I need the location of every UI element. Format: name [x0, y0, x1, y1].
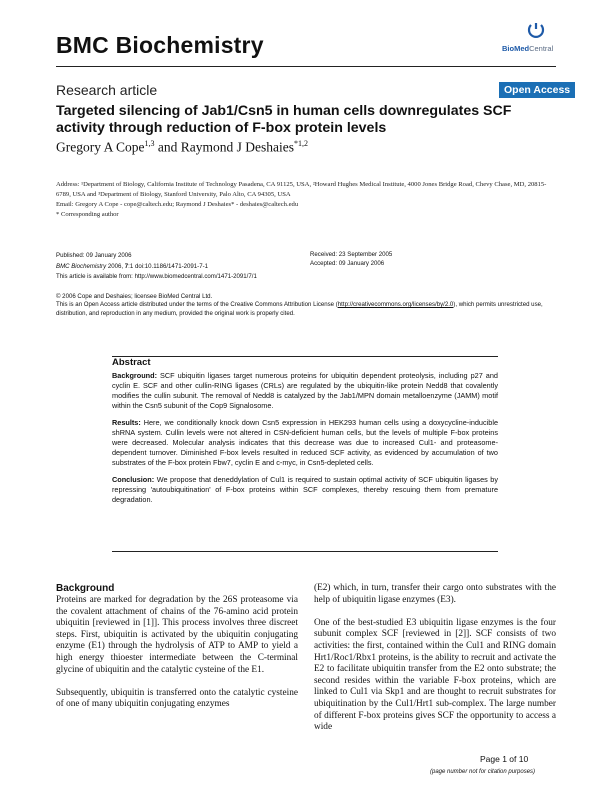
- page-number-note: (page number not for citation purposes): [430, 769, 536, 775]
- article-title: Targeted silencing of Jab1/Csn5 in human cells downregulates SCF activity through reduction of F-box protein levels: [56, 103, 512, 136]
- abstract-results: [112, 418, 498, 468]
- copyright-block: [56, 293, 556, 318]
- citation-doi: :1 doi:10.1186/1471-2091-7-1: [128, 262, 209, 270]
- abstract-results-label: Results:: [112, 418, 141, 427]
- license-link[interactable]: http://creativecommons.org/licenses/by/2.0: [337, 301, 454, 309]
- article-url[interactable]: This article is available from: http://www.biomedcentral.com/1471-2091/7/1: [56, 273, 257, 280]
- accepted-date: Accepted: 09 January 2006: [310, 259, 385, 267]
- open-access-badge: Open Access: [499, 82, 575, 98]
- journal-title: BMC Biochemistry: [56, 32, 264, 58]
- corresponding-author-note: * Corresponding author: [56, 211, 119, 218]
- license-post: ), which permits unrestricted use, distribution, and reproduction in any medium, provided the original work is properly cited.: [56, 301, 543, 317]
- license-pre: This is an Open Access article distributed under the terms of the Creative Commons Attribution License (: [56, 301, 338, 309]
- logo-central: Central: [529, 44, 554, 53]
- body-paragraph: Proteins are marked for degradation by the 26S proteasome via the covalent attachment of chains of the 76-amino acid protein ubiquitin [reviewed in [1]]. This process involves three discreet steps. First, ubiquitin is activated by the ubiquitin conjugating enzyme (E1) through the hydrolysis of ATP to AMP to yield a high energy thioester intermediate between the C-terminal glycine of ubiquitin and the catalytic cysteine of the E1.: [56, 595, 298, 675]
- abstract-conclusion-label: Conclusion:: [112, 475, 155, 484]
- author-cope[interactable]: Gregory A Cope: [56, 139, 145, 155]
- abstract-background: [112, 371, 498, 411]
- abstract-bottom-rule: [112, 551, 498, 552]
- citation-journal: BMC Biochemistry: [56, 262, 107, 270]
- published-date: Published: 09 January 2006: [56, 252, 132, 259]
- copyright-line: © 2006 Cope and Deshaies; licensee BioMed Central Ltd.: [56, 293, 213, 300]
- author-list: [56, 139, 308, 156]
- page-number: Page 1 of 10: [480, 754, 529, 764]
- publication-meta: [56, 251, 296, 283]
- author-conjunction: and: [157, 139, 178, 155]
- author-cope-affiliation: 1,3: [144, 139, 155, 148]
- abstract-results-text: Here, we conditionally knock down Csn5 expression in HEK293 human cells using a doxycycline-inducible shRNA system. Cullin levels were not altered in CSN-deficient human cells, but the levels of multiple F-box proteins were decreased. Molecular analysis indicates that this decrease was due to increased Cul1- and proteasome-dependent turnover. Diminished F-box levels resulted in reduced SCF activity, as evidenced by accumulation of two substrates of the F-box protein Fbw7, cyclin E and c-myc, in Csn5-depleted cells.: [112, 418, 498, 467]
- author-addresses: Address: ¹Department of Biology, California Institute of Technology Pasadena, CA 91125, USA, ²Howard Hughes Medical Institute, 4000 Jones Bridge Road, Chevy Chase, MD, 20815-6789, USA and ³Department of Biology, Stanford University, Palo Alto, CA 94305, USA: [56, 181, 547, 198]
- abstract-background-text: SCF ubiquitin ligases target numerous proteins for ubiquitin dependent proteolysis, including p27 and cyclin E. SCF and other cullin-RING ligases (CRLs) are regulated by the ubiquitin-like protein Nedd8 that covalently modifies the cullin subunit. The removal of Nedd8 is catalyzed by the Jab1/MPN domain metalloenzyme (JAMM) motif within the Csn5 subunit of the Cop9 Signalosome.: [112, 371, 498, 410]
- citation-year: 2006,: [107, 262, 124, 270]
- citation-volume: 7: [124, 262, 129, 270]
- body-column-left: [56, 583, 298, 723]
- abstract-section: [112, 357, 498, 512]
- abstract-conclusion: [112, 475, 498, 505]
- body-paragraph: Subsequently, ubiquitin is transferred onto the catalytic cysteine of one of many ubiquitin conjugating enzymes: [56, 687, 298, 710]
- abstract-heading: Abstract: [112, 357, 151, 368]
- section-heading-background: Background: [56, 583, 115, 594]
- abstract-conclusion-text: We propose that deneddylation of Cul1 is required to sustain optimal activity of SCF ubiquitin ligases by repressing 'autoubiquitination' of F-box proteins within SCF complexes, thereby rescuing them from premature degradation.: [112, 475, 498, 504]
- header-divider: [56, 66, 556, 67]
- article-type: Research article: [56, 82, 158, 98]
- email-block: [56, 200, 556, 220]
- body-column-right: [314, 583, 556, 745]
- license-text: [56, 301, 556, 318]
- author-deshaies-affiliation: *1,2: [293, 139, 308, 148]
- biomed-central-logo-icon: [527, 22, 545, 42]
- author-deshaies[interactable]: Raymond J Deshaies: [180, 139, 294, 155]
- body-paragraph: One of the best-studied E3 ubiquitin ligase enzymes is the four subunit complex SCF [reviewed in [2]]. SCF consists of two activities: the first, contained within the Cul1 and RING domain Hrt1/Roc1/Rbx1 proteins, is the ability to recruit and activate the E2 to facilitate ubiquitin transfer from the E2 onto substrate; the second resides within the variable F-box proteins, which are linked to Cul1 via Skp1 and are thought to recruit substrates for ubiquitination by the Cul1/Hrt1 sub-complex. The large number of different F-box proteins gives SCF the opportunity to access a wide: [314, 617, 556, 733]
- author-emails[interactable]: Email: Gregory A Cope - cope@caltech.edu; Raymond J Deshaies* - deshaies@caltech.edu: [56, 201, 299, 208]
- logo-bio: BioMed: [502, 44, 530, 53]
- received-date: Received: 23 September 2005: [310, 251, 393, 258]
- received-accepted: [310, 251, 510, 268]
- body-paragraph: (E2) which, in turn, transfer their cargo onto substrates with the help of ubiquitin ligase enzymes (E3).: [314, 583, 556, 605]
- abstract-background-label: Background:: [112, 371, 157, 380]
- biomed-central-logo: [502, 22, 562, 54]
- citation: [56, 262, 296, 273]
